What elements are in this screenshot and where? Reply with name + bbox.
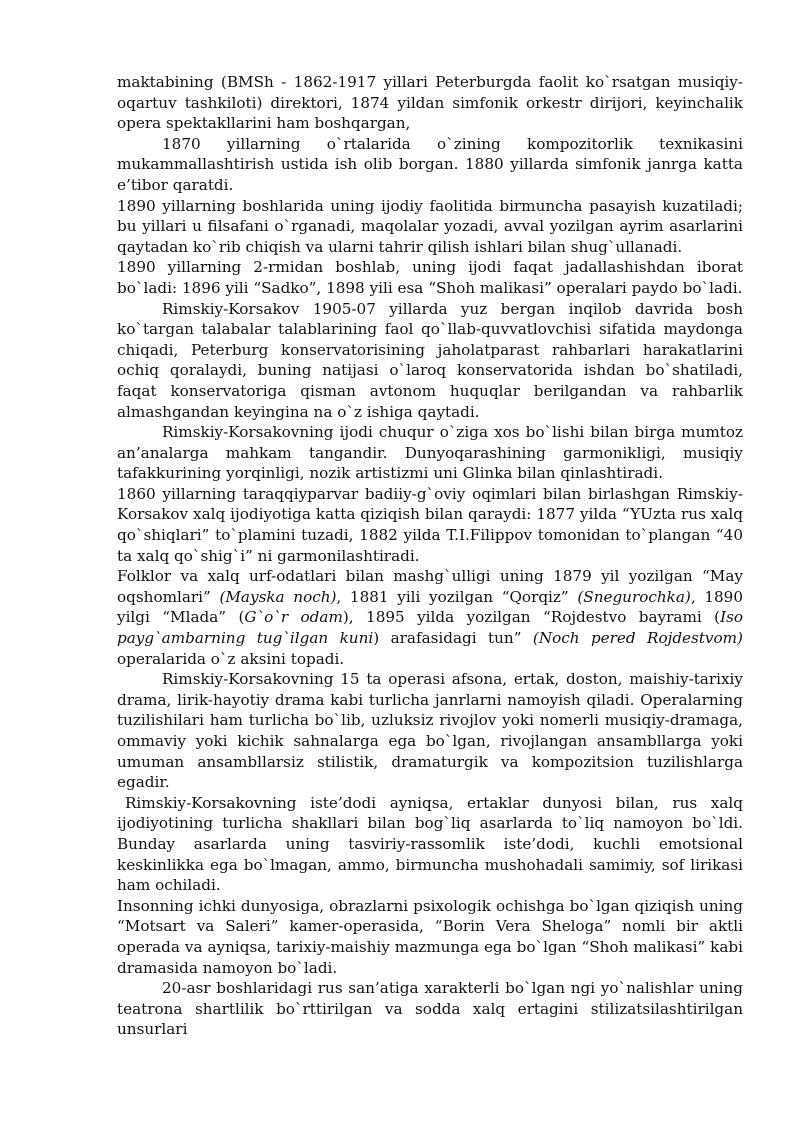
text-run: Rimskiy-Korsakov 1905-07 yillarda yuz bergan inqilob davrida bosh ko`targan talabalar talablarining faol qo`llab-quvvatlovchisi sifatida maydonga chiqadi, Peterburg konservatorisining jaholatparast rahbarlari harakatlarini ochiq qoralaydi, buning natijasi o`laroq konservatorida ishdan bo`shatiladi, faqat konservatoriga qisman avtonom huquqlar berilgandan va rahbarlik almashgandan keyingina na o`z ishiga qaytadi. <box>117 299 743 421</box>
paragraph <box>117 793 743 896</box>
text-run: ), 1895 yilda yozilgan “Rojdestvo bayrami ( <box>342 608 721 627</box>
paragraph <box>117 72 743 134</box>
paragraph <box>117 196 743 258</box>
paragraph <box>117 669 743 793</box>
paragraph <box>117 484 743 566</box>
paragraph <box>117 896 743 978</box>
text-run: Insonning ichki dunyosiga, obrazlarni psixologik ochishga bo`lgan qiziqish uning “Motsart va Saleri” kamer-operasida, “Borin Vera Sheloga” nomli bir aktli operada va ayniqsa, tarixiy-maishiy mazmunga ega bo`lgan “Shoh malikasi” kabi dramasida namoyon bo`ladi. <box>117 896 743 977</box>
text-run: , 1881 yili yozilgan “Qorqiz” <box>336 587 578 606</box>
text-run: Rimskiy-Korsakovning iste’dodi ayniqsa, ertaklar dunyosi bilan, rus xalq ijodiyotining turlicha shakllari bilan bog`liq asarlarda to`liq namoyon bo`ldi. Bunday asarlarda uning tasviriy-rassomlik iste’dodi, kuchli emotsional keskinlikka ega bo`lmagan, ammo, birmuncha mushohadali samimiy, sof lirikasi ham ochiladi. <box>117 793 743 895</box>
text-run: 1890 yillarning boshlarida uning ijodiy faolitida birmuncha pasayish kuzatiladi; bu yillari u filsafani o`rganadi, maqolalar yozadi, avval yozilgan ayrim asarlarini qaytadan ko`rib chiqish va ularni tahrir qilish ishlari bilan shug`ullanadi. <box>117 196 743 256</box>
italic-text: (Noch pered Rojdestvom) <box>532 629 743 648</box>
paragraph <box>117 299 743 423</box>
text-run: Rimskiy-Korsakovning 15 ta operasi afsona, ertak, doston, maishiy-tarixiy drama, lirik-hayotiy drama kabi turlicha janrlarni namoyish qiladi. Operalarning tuzilishilari ham turlicha bo`lib, uzluksiz rivojlov yoki nomerli musiqiy-dramaga, ommaviy yoki kichik sahnalarga ega bo`lgan, rivojlangan ansambllarga yoki umuman ansambllarsiz stilistik, dramaturgik va kompozitsion tuzilishlarga egadir. <box>117 670 743 792</box>
paragraph <box>117 134 743 196</box>
text-run: 1870 yillarning o`rtalarida o`zining kompozitorlik texnikasini mukammallashtirish ustida ish olib borgan. 1880 yillarda simfonik janrga katta e’tibor qaratdi. <box>117 134 743 194</box>
text-run: , 1890 yilgi “Mlada” ( <box>117 587 743 627</box>
text-run: Folklor va xalq urf-odatlari bilan mashg`ulligi uning 1879 yil yozilgan “May oqshomlari” <box>117 567 743 606</box>
text-run: Rimskiy-Korsakovning ijodi chuqur o`ziga xos bo`lishi bilan birga mumtoz an’analarga mahkam tangandir. Dunyoqarashining garmonikligi, musiqiy tafakkurining yorqinligi, nozik artistizmi uni Glinka bilan qinlashtiradi. <box>117 423 743 483</box>
text-run: 1860 yillarning taraqqiyparvar badiiy-g`oviy oqimlari bilan birlashgan Rimskiy-Korsakov xalq ijodiyotiga katta qiziqish bilan qaraydi: 1877 yilda “YUzta rus xalq qo`shiqlari” to`plamini tuzadi, 1882 yilda T.I.Filippov tomonidan to`plangan “40 ta xalq qo`shig`i” ni garmonilashtiradi. <box>117 484 743 565</box>
paragraph <box>117 566 743 669</box>
italic-text: Iso payg`ambarning tug`ilgan kuni <box>117 608 744 648</box>
text-run: maktabining (BMSh - 1862-1917 yillari Peterburgda faolit ko`rsatgan musiqiy-oqartuv tashkiloti) direktori, 1874 yildan simfonik orkestr dirijori, keyinchalik opera spektakllarini ham boshqargan, <box>117 73 743 133</box>
italic-text: (Mayska noch) <box>219 587 337 606</box>
paragraph <box>117 978 743 1040</box>
text-run: 20-asr boshlaridagi rus san’atiga xarakterli bo`lgan ngi yo`nalishlar uning teatrona shartlilik bo`rttirilgan va sodda xalq ertagini stilizatsilashtirilgan unsurlari <box>117 979 743 1039</box>
paragraph <box>117 422 743 484</box>
text-run: ) arafasidagi tun” <box>373 629 533 648</box>
text-run: operalarida o`z aksini topadi. <box>117 649 345 668</box>
italic-text: G`o`r odam <box>244 608 343 627</box>
paragraph <box>117 257 743 298</box>
text-run: 1890 yillarning 2-rmidan boshlab, uning ijodi faqat jadallashishdan iborat bo`ladi: 1896 yili “Sadko”, 1898 yili esa “Shoh malikasi” operalari paydo bo`ladi. <box>117 258 743 297</box>
document-page <box>117 72 743 1040</box>
italic-text: (Snegurochka) <box>577 587 691 606</box>
